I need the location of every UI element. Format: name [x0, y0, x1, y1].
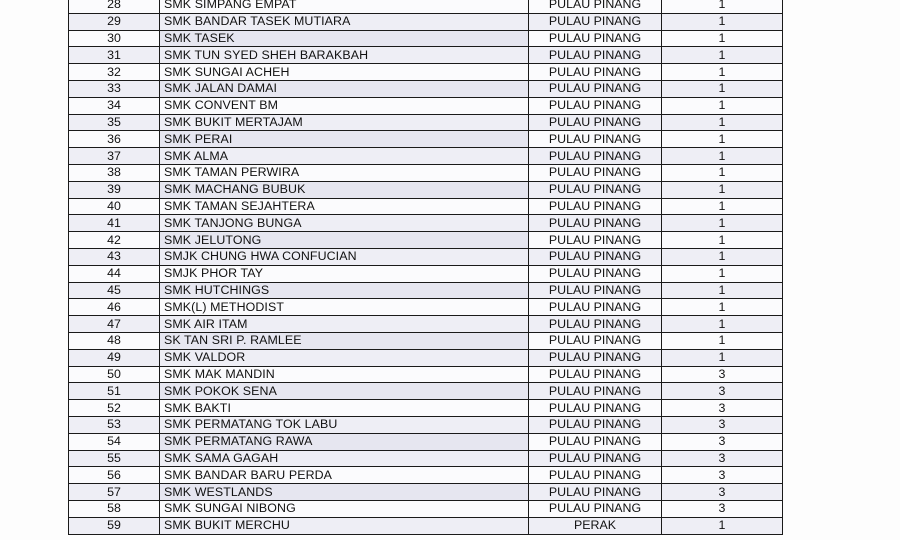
count-cell: 1: [662, 517, 783, 534]
school-name-cell: SMK MAK MANDIN: [160, 366, 529, 383]
state-cell: PULAU PINANG: [529, 30, 662, 47]
row-number-cell: 56: [69, 467, 160, 484]
row-number-cell: 54: [69, 433, 160, 450]
table-row: [69, 232, 783, 249]
count-cell: 1: [662, 131, 783, 148]
school-name-cell: SMK BUKIT MERTAJAM: [160, 114, 529, 131]
table-row: [69, 517, 783, 534]
school-list-table: [68, 0, 783, 535]
row-number-cell: 28: [69, 0, 160, 13]
count-cell: 3: [662, 366, 783, 383]
row-number-cell: 52: [69, 400, 160, 417]
row-number-cell: 55: [69, 450, 160, 467]
state-cell: PULAU PINANG: [529, 366, 662, 383]
state-cell: PULAU PINANG: [529, 282, 662, 299]
row-number-cell: 50: [69, 366, 160, 383]
count-cell: 1: [662, 299, 783, 316]
school-name-cell: SMK CONVENT BM: [160, 97, 529, 114]
school-name-cell: SMJK CHUNG HWA CONFUCIAN: [160, 248, 529, 265]
table-row: [69, 13, 783, 30]
school-name-cell: SMK(L) METHODIST: [160, 299, 529, 316]
row-number-cell: 49: [69, 349, 160, 366]
state-cell: PULAU PINANG: [529, 332, 662, 349]
state-cell: PULAU PINANG: [529, 299, 662, 316]
table-row: [69, 450, 783, 467]
state-cell: PULAU PINANG: [529, 80, 662, 97]
state-cell: PULAU PINANG: [529, 148, 662, 165]
count-cell: 1: [662, 316, 783, 333]
school-name-cell: SK TAN SRI P. RAMLEE: [160, 332, 529, 349]
state-cell: PULAU PINANG: [529, 265, 662, 282]
school-name-cell: SMK TAMAN PERWIRA: [160, 164, 529, 181]
school-name-cell: SMK POKOK SENA: [160, 383, 529, 400]
school-name-cell: SMK TUN SYED SHEH BARAKBAH: [160, 47, 529, 64]
school-name-cell: SMK BAKTI: [160, 400, 529, 417]
count-cell: 1: [662, 64, 783, 81]
school-name-cell: SMK PERMATANG RAWA: [160, 433, 529, 450]
state-cell: PULAU PINANG: [529, 400, 662, 417]
state-cell: PULAU PINANG: [529, 416, 662, 433]
table-row: [69, 265, 783, 282]
school-name-cell: SMK VALDOR: [160, 349, 529, 366]
row-number-cell: 38: [69, 164, 160, 181]
table-row: [69, 383, 783, 400]
count-cell: 1: [662, 265, 783, 282]
table-row: [69, 366, 783, 383]
table-row: [69, 416, 783, 433]
state-cell: PULAU PINANG: [529, 383, 662, 400]
count-cell: 3: [662, 383, 783, 400]
school-name-cell: SMJK PHOR TAY: [160, 265, 529, 282]
count-cell: 1: [662, 30, 783, 47]
state-cell: PULAU PINANG: [529, 181, 662, 198]
school-name-cell: SMK MACHANG BUBUK: [160, 181, 529, 198]
row-number-cell: 43: [69, 248, 160, 265]
count-cell: 1: [662, 198, 783, 215]
school-name-cell: SMK HUTCHINGS: [160, 282, 529, 299]
table-row: [69, 64, 783, 81]
state-cell: PULAU PINANG: [529, 232, 662, 249]
table-row: [69, 433, 783, 450]
count-cell: 3: [662, 416, 783, 433]
table-row: [69, 164, 783, 181]
table-row: [69, 0, 783, 13]
school-name-cell: SMK TASEK: [160, 30, 529, 47]
school-name-cell: SMK SUNGAI NIBONG: [160, 500, 529, 517]
row-number-cell: 48: [69, 332, 160, 349]
table-row: [69, 299, 783, 316]
school-name-cell: SMK TANJONG BUNGA: [160, 215, 529, 232]
count-cell: 1: [662, 13, 783, 30]
row-number-cell: 58: [69, 500, 160, 517]
row-number-cell: 42: [69, 232, 160, 249]
state-cell: PULAU PINANG: [529, 349, 662, 366]
count-cell: 1: [662, 164, 783, 181]
table-row: [69, 97, 783, 114]
school-name-cell: SMK SUNGAI ACHEH: [160, 64, 529, 81]
state-cell: PULAU PINANG: [529, 64, 662, 81]
table-row: [69, 30, 783, 47]
state-cell: PULAU PINANG: [529, 198, 662, 215]
row-number-cell: 31: [69, 47, 160, 64]
school-name-cell: SMK SIMPANG EMPAT: [160, 0, 529, 13]
state-cell: PULAU PINANG: [529, 0, 662, 13]
school-name-cell: SMK JALAN DAMAI: [160, 80, 529, 97]
row-number-cell: 51: [69, 383, 160, 400]
state-cell: PULAU PINANG: [529, 467, 662, 484]
table-row: [69, 349, 783, 366]
school-name-cell: SMK PERAI: [160, 131, 529, 148]
row-number-cell: 47: [69, 316, 160, 333]
row-number-cell: 41: [69, 215, 160, 232]
row-number-cell: 53: [69, 416, 160, 433]
table-row: [69, 80, 783, 97]
count-cell: 1: [662, 332, 783, 349]
count-cell: 1: [662, 232, 783, 249]
table-row: [69, 400, 783, 417]
state-cell: PULAU PINANG: [529, 13, 662, 30]
row-number-cell: 36: [69, 131, 160, 148]
row-number-cell: 33: [69, 80, 160, 97]
school-name-cell: SMK ALMA: [160, 148, 529, 165]
table-row: [69, 500, 783, 517]
school-name-cell: SMK AIR ITAM: [160, 316, 529, 333]
count-cell: 3: [662, 467, 783, 484]
row-number-cell: 46: [69, 299, 160, 316]
count-cell: 3: [662, 400, 783, 417]
row-number-cell: 40: [69, 198, 160, 215]
count-cell: 1: [662, 282, 783, 299]
school-name-cell: SMK BUKIT MERCHU: [160, 517, 529, 534]
school-name-cell: SMK WESTLANDS: [160, 484, 529, 501]
row-number-cell: 37: [69, 148, 160, 165]
count-cell: 3: [662, 433, 783, 450]
row-number-cell: 57: [69, 484, 160, 501]
table-row: [69, 248, 783, 265]
row-number-cell: 59: [69, 517, 160, 534]
row-number-cell: 30: [69, 30, 160, 47]
count-cell: 1: [662, 181, 783, 198]
row-number-cell: 29: [69, 13, 160, 30]
row-number-cell: 39: [69, 181, 160, 198]
count-cell: 1: [662, 215, 783, 232]
count-cell: 3: [662, 484, 783, 501]
school-name-cell: SMK JELUTONG: [160, 232, 529, 249]
school-name-cell: SMK PERMATANG TOK LABU: [160, 416, 529, 433]
table-row: [69, 467, 783, 484]
count-cell: 1: [662, 114, 783, 131]
state-cell: PULAU PINANG: [529, 433, 662, 450]
table-row: [69, 484, 783, 501]
school-name-cell: SMK BANDAR BARU PERDA: [160, 467, 529, 484]
state-cell: PULAU PINANG: [529, 114, 662, 131]
state-cell: PULAU PINANG: [529, 97, 662, 114]
row-number-cell: 44: [69, 265, 160, 282]
school-name-cell: SMK BANDAR TASEK MUTIARA: [160, 13, 529, 30]
count-cell: 1: [662, 0, 783, 13]
row-number-cell: 32: [69, 64, 160, 81]
count-cell: 1: [662, 47, 783, 64]
table-row: [69, 148, 783, 165]
table-row: [69, 316, 783, 333]
count-cell: 1: [662, 148, 783, 165]
count-cell: 1: [662, 248, 783, 265]
table-body: [69, 0, 783, 534]
count-cell: 1: [662, 97, 783, 114]
count-cell: 1: [662, 80, 783, 97]
state-cell: PULAU PINANG: [529, 215, 662, 232]
state-cell: PULAU PINANG: [529, 164, 662, 181]
count-cell: 3: [662, 500, 783, 517]
table-row: [69, 181, 783, 198]
table-row: [69, 282, 783, 299]
table-row: [69, 332, 783, 349]
state-cell: PULAU PINANG: [529, 484, 662, 501]
table-row: [69, 198, 783, 215]
school-name-cell: SMK SAMA GAGAH: [160, 450, 529, 467]
row-number-cell: 35: [69, 114, 160, 131]
row-number-cell: 45: [69, 282, 160, 299]
state-cell: PULAU PINANG: [529, 47, 662, 64]
state-cell: PULAU PINANG: [529, 450, 662, 467]
state-cell: PULAU PINANG: [529, 248, 662, 265]
state-cell: PULAU PINANG: [529, 316, 662, 333]
school-name-cell: SMK TAMAN SEJAHTERA: [160, 198, 529, 215]
count-cell: 1: [662, 349, 783, 366]
table-row: [69, 215, 783, 232]
state-cell: PULAU PINANG: [529, 500, 662, 517]
state-cell: PERAK: [529, 517, 662, 534]
table-row: [69, 114, 783, 131]
row-number-cell: 34: [69, 97, 160, 114]
table-row: [69, 131, 783, 148]
count-cell: 3: [662, 450, 783, 467]
table-row: [69, 47, 783, 64]
state-cell: PULAU PINANG: [529, 131, 662, 148]
